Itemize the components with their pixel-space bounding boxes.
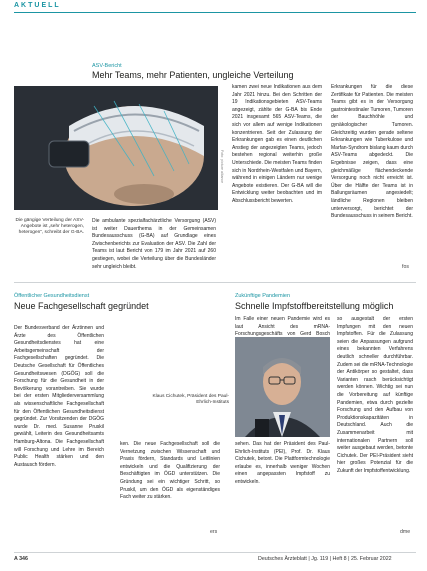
article3-photo-caption: Klaus Cichutek, Präsident des Paul-Ehrlich-Instituts <box>152 394 229 406</box>
article3-headline: Schnelle Impfstoffbereitstellung möglich <box>235 301 394 311</box>
vr-headset-illustration <box>14 86 218 210</box>
article1-photo <box>14 86 218 210</box>
section-divider <box>14 282 416 283</box>
article3-column-top: Im Falle einer neuen Pandemie wird es laut Ansicht des mRNA-Forschungsgeschäfts von Gerd Bosch <box>235 316 330 338</box>
header-rule <box>14 12 416 13</box>
article1-caption: Die gängige Verteilung der ASV-Angebote ist „sehr heterogen, heterogen“, schreibt der G-BA. <box>15 218 84 236</box>
article3-column-bottom: sehen. Das hat der Präsident des Paul-Ehrlich-Instituts (PEI), Prof. Dr. Klaus Cichutek, betont. Die Plattformtechnologie erlaube es, innerhalb weniger Wochen einen angepassten Impfstoff zu entwickeln. <box>235 441 330 485</box>
article1-end-initials: fos <box>402 264 409 270</box>
article2-column-2: ken. Die neue Fachgesellschaft soll die Vernetzung zwischen Wissenschaft und Praxis fördern, Standards und Leitlinien entwickeln und die Qualifizierung der Beschäftigten im ÖGD unterstützen. Die Gründung sei ein wichtiger Schritt, so Pruskil, um den ÖGD als eigenständiges Fach weiter zu stärken. <box>120 441 220 501</box>
footer-rule <box>14 552 416 553</box>
article2-end-initials: ers <box>210 529 218 535</box>
article1-headline: Mehr Teams, mehr Patienten, ungleiche Verteilung <box>92 70 294 80</box>
article3-end-initials: dme <box>400 529 411 535</box>
article3-kicker: Zukünftige Pandemien <box>235 293 291 299</box>
article2-column-1: Der Bundesverband der Ärztinnen und Ärzte des Öffentlichen Gesundheitsdienstes hat eine Arbeitsgemeinschaft der Fachgesellschaften gegründet. Die Deutsche Gesellschaft für Öffentliches Gesundheitswesen (DGÖG) soll die Forschung für die Gesundheit in der Bevölkerung vorantreiben. Sie wurde bei der ersten Mitgliederversammlung als wissenschaftliche Fachgesellschaft für den Öffentlichen Gesundheitsdienst gegründet. Zur Vorsitzenden der DGÖG wurde Dr. med. Susanne Pruskil gewählt, Leiterin des Gesundheitsamts Hamburg-Altona. Die Fachgesellschaft will Forschung und Lehre im Bereich Public Health stärken und den Austausch fördern. <box>14 325 104 468</box>
footer-page-number: A 346 <box>14 556 28 562</box>
article3-portrait <box>235 337 330 437</box>
article2-kicker: Öffentlicher Gesundheitsdienst <box>14 293 90 299</box>
article1-column-2: kamen zwei neue Indikationen aus dem Jahr 2021 hinzu. Bei den Schritten der 19 Indikationsgebieten ASV-Teams angezeigt, zählte der G-BA bis Ende 2021 insgesamt 565 ASV-Teams, die sich vor allem auf wenige Indikationen konzentrieren. Seit der Zulassung der Erkrankungen gab es einen deutlichen Anstieg der angezeigten Teams, jedoch bestehen regional weiterhin große Unterschiede. Die meisten Teams finden sich in Nordrhein-Westfalen und Bayern, während in einigen Ländern nur wenige Angebote existieren. Der G-BA will die Entwicklung weiter beobachten und im Abschlussbericht bewerten. <box>232 84 322 204</box>
article1-column-3: Erkrankungen für die diese Zertifikate für Patienten. Die meisten Teams gibt es in der Versorgung gastrointestinaler Tumoren, Tumoren der Bauchhöhle und gynäkologischer Tumoren. Gleichzeitig wurden gerade seltene Erkrankungen wie Tuberkulose und Marfan-Syndrom bislang kaum durch ASV-Teams abgedeckt. Die Ergebnisse zeigen, dass eine gleichmäßige flächendeckende Versorgung noch nicht erreicht ist. Über die Hälfte der Teams ist in Ballungsräumen angesiedelt; ländliche Regionen bleiben unterversorgt, berichtet der Bundesausschuss in seinem Bericht. <box>331 84 413 220</box>
footer-journal: Deutsches Ärzteblatt | Jg. 119 | Heft 8 | 25. Februar 2022 <box>258 556 392 562</box>
section-rubric: AKTUELL <box>14 2 61 9</box>
article1-photo-credit: Foto: picture alliance <box>220 150 224 184</box>
article2-headline: Neue Fachgesellschaft gegründet <box>14 301 149 311</box>
speaker-portrait-illustration <box>235 337 330 437</box>
article1-column-1: Die ambulante spezialfachärztliche Versorgung (ASV) ist weiter Dauerthema in der Gemeinsamen Bundesausschuss (G-BA) auf Grundlage eines Zwischenberichts zur Evaluation der ASV. Die Zahl der Teams ist laut Bericht von 179 im Jahr 2021 auf 260 gestiegen, wobei die Verteilung über die Bundesländer sehr ungleich bleibt. <box>92 218 216 270</box>
article3-column-right: so ausgestalt der ersten Impfungen mit den neuen Impfstoffen. Für die Zulassung seien die Anpassungen aufgrund eines bekannten Verfahrens deutlich schneller durchführbar. Zudem sei die mRNA-Technologie der Antikörper so gestaltet, dass Varianten rasch berücksichtigt werden können. Wichtig sei nun die Vorbereitung auf künftige Pandemien, etwa durch gezielte Forschung und den Aufbau von Produktionskapazitäten in Deutschland. Auch die Zusammenarbeit mit internationalen Partnern soll weiter ausgebaut werden, betonte Cichutek. Der PEI-Präsident sieht hier großes Potenzial für die Zukunft der Impfstoffentwicklung. <box>337 316 413 474</box>
article1-kicker: ASV-Bericht <box>92 63 122 69</box>
